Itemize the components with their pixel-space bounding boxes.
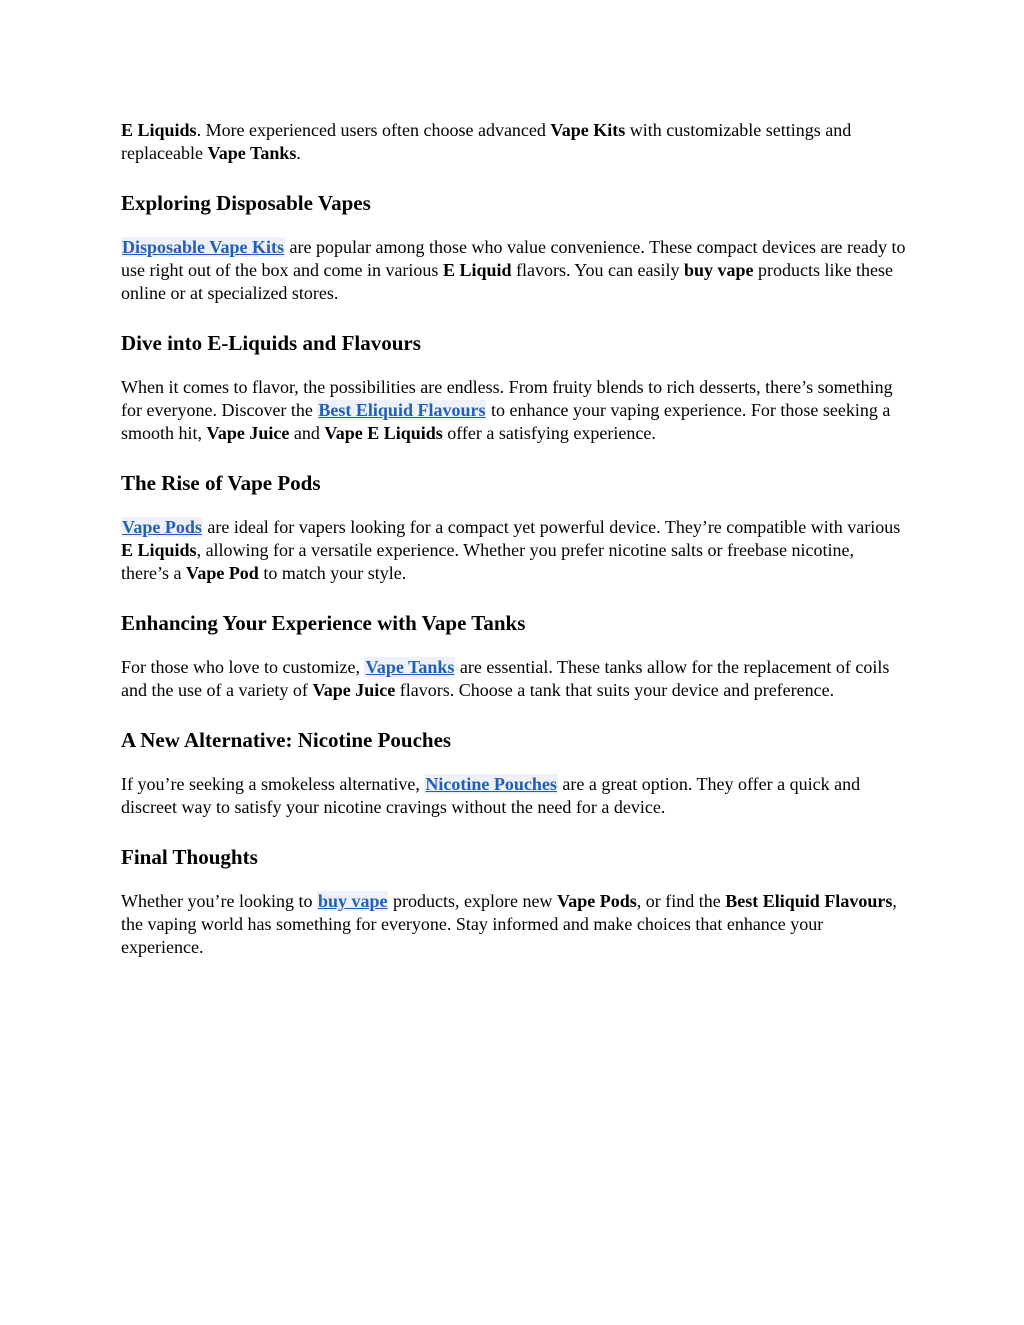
link-best-eliquid-flavours[interactable]: Best Eliquid Flavours — [318, 400, 486, 420]
link-vape-tanks[interactable]: Vape Tanks — [365, 657, 455, 677]
link-nicotine-pouches[interactable]: Nicotine Pouches — [425, 774, 557, 794]
intro-paragraph: E Liquids. More experienced users often choose advanced Vape Kits with customizable settings and replaceable Vape Tanks. — [121, 120, 852, 163]
bold-term: Vape Juice — [312, 680, 396, 700]
bold-term: Vape Pods — [556, 891, 637, 911]
bold-term: E Liquids — [121, 540, 197, 560]
bold-term: Vape Tanks — [207, 143, 297, 163]
bold-term: Vape Pod — [185, 563, 259, 583]
heading-final-thoughts: Final Thoughts — [121, 845, 258, 869]
document-page — [121, 119, 906, 959]
paragraph-nicotine-pouches: If you’re seeking a smokeless alternative, Nicotine Pouches are a great option. They offer a quick and discreet way to satisfy your nicotine cravings without the need for a device. — [121, 774, 861, 817]
bold-term: buy vape — [683, 260, 754, 280]
heading-vape-tanks: Enhancing Your Experience with Vape Tanks — [121, 611, 526, 635]
paragraph-vape-tanks: For those who love to customize, Vape Tanks are essential. These tanks allow for the replacement of coils and the use of a variety of Vape Juice flavors. Choose a tank that suits your device and preference. — [121, 657, 890, 700]
paragraph-vape-pods: Vape Pods are ideal for vapers looking for a compact yet powerful device. They’re compatible with various E Liquids, allowing for a versatile experience. Whether you prefer nicotine salts or freebase nicotine, there’s a Vape Pod to match your style. — [121, 517, 901, 583]
paragraph-final-thoughts: Whether you’re looking to buy vape products, explore new Vape Pods, or find the Best Eliquid Flavours, the vaping world has something for everyone. Stay informed and make choices that enhance your experience. — [121, 891, 897, 957]
bold-term: Vape E Liquids — [324, 423, 443, 443]
paragraph-disposable-vapes: Disposable Vape Kits are popular among those who value convenience. These compact devices are ready to use right out of the box and come in various E Liquid flavors. You can easily buy vape products like these online or at specialized stores. — [121, 237, 906, 303]
link-buy-vape[interactable]: buy vape — [317, 891, 388, 911]
link-disposable-vape-kits[interactable]: Disposable Vape Kits — [122, 237, 285, 257]
bold-term: Vape Juice — [206, 423, 290, 443]
link-vape-pods[interactable]: Vape Pods — [122, 517, 202, 537]
bold-term: E Liquids — [121, 120, 197, 140]
paragraph-e-liquids-flavours: When it comes to flavor, the possibilities are endless. From fruity blends to rich desserts, there’s something for everyone. Discover the Best Eliquid Flavours to enhance your vaping experience. For those seeking a smooth hit, Vape Juice and Vape E Liquids offer a satisfying experience. — [121, 377, 893, 443]
heading-exploring-disposable-vapes: Exploring Disposable Vapes — [121, 191, 371, 215]
heading-rise-of-vape-pods: The Rise of Vape Pods — [121, 471, 321, 495]
bold-term: E Liquid — [442, 260, 512, 280]
heading-nicotine-pouches: A New Alternative: Nicotine Pouches — [121, 728, 452, 752]
bold-term: Best Eliquid Flavours — [725, 891, 893, 911]
heading-e-liquids-flavours: Dive into E-Liquids and Flavours — [121, 331, 421, 355]
bold-term: Vape Kits — [550, 120, 626, 140]
